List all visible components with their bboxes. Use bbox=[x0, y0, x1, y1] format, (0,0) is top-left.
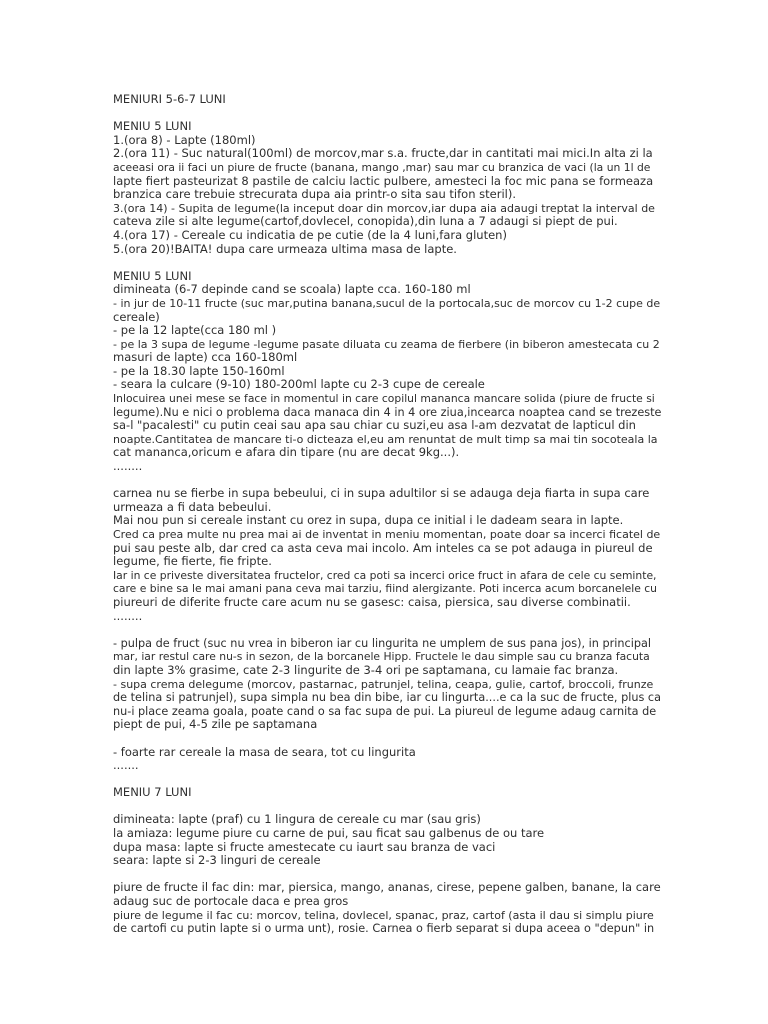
text-line: cateva zile si alte legume(cartof,dovlecel, conopida),din luna a 7 adaugi si piept de pui. bbox=[113, 214, 618, 229]
text-line: MENIU 7 LUNI bbox=[113, 785, 192, 800]
text-line: 4.(ora 17) - Cereale cu indicatia de pe cutie (de la 4 luni,fara gluten) bbox=[113, 227, 507, 242]
text-line: - foarte rar cereale la masa de seara, tot cu lingurita bbox=[113, 744, 416, 759]
text-line: pui sau peste alb, dar cred ca asta ceva mai incolo. Am inteles ca se pot adauga in piureul de bbox=[113, 540, 653, 555]
text-line: care e bine sa le mai amani pana ceva mai tarziu, fiind alergizante. Poti incerca acum borcanelele cu bbox=[113, 582, 657, 596]
text-line: Iar in ce priveste diversitatea fructelor, cred ca poti sa incerci orice fruct in afara de cele cu seminte, bbox=[113, 568, 657, 582]
text-line: ........ bbox=[113, 608, 143, 623]
text-line: lapte fiert pasteurizat 8 pastile de calciu lactic pulbere, amesteci la foc mic pana se formeaza bbox=[113, 173, 654, 188]
text-line: legume).Nu e nici o problema daca manaca din 4 in 4 ore ziua,incearca noaptea cand se trezeste bbox=[113, 405, 662, 419]
text-line: dimineata (6-7 depinde cand se scoala) lapte cca. 160-180 ml bbox=[113, 282, 471, 297]
text-line: cereale) bbox=[113, 309, 160, 324]
text-line: 2.(ora 11) - Suc natural(100ml) de morcov,mar s.a. fructe,dar in cantitati mai mici.In alta zi la bbox=[113, 146, 653, 161]
text-line: aceeasi ora ii faci un piure de fructe (banana, mango ,mar) sau mar cu branzica de vaci (la un 1l de bbox=[113, 160, 651, 174]
text-line: 5.(ora 20)!BAITA! dupa care urmeaza ultima masa de lapte. bbox=[113, 241, 457, 256]
text-line: piept de pui, 4-5 zile pe saptamana bbox=[113, 717, 318, 732]
text-line: 1.(ora 8) - Lapte (180ml) bbox=[113, 132, 256, 147]
text-line: dupa masa: lapte si fructe amestecate cu iaurt sau branza de vaci bbox=[113, 839, 496, 854]
text-line: branzica care trebuie strecurata dupa aia printr-o sita sau tifon steril). bbox=[113, 187, 516, 202]
text-line: seara: lapte si 2-3 linguri de cereale bbox=[113, 853, 321, 868]
text-line: - in jur de 10-11 fructe (suc mar,putina banana,sucul de la portocala,suc de morcov cu 1-2 cupe de bbox=[113, 296, 661, 310]
text-line: MENIU 5 LUNI bbox=[113, 268, 192, 283]
text-line: de cartofi cu putin lapte si o urma unt), rosie. Carnea o fierb separat si dupa aceea o "depun" in bbox=[113, 922, 655, 936]
text-line: piure de fructe il fac din: mar, piersica, mango, ananas, cirese, pepene galben, banane, la care bbox=[113, 880, 661, 895]
text-line: - pe la 18.30 lapte 150-160ml bbox=[113, 363, 285, 378]
text-line: piure de legume il fac cu: morcov, telina, dovlecel, spanac, praz, cartof (asta il dau si simplu piure bbox=[113, 908, 654, 922]
text-line: mar, iar restul care nu-s in sezon, de la borcanele Hipp. Fructele le dau simple sau cu branza facuta bbox=[113, 650, 650, 664]
text-line: Mai nou pun si cereale instant cu orez in supa, dupa ce initial i le dadeam seara in lapte. bbox=[113, 513, 624, 528]
text-line: piureuri de diferite fructe care acum nu se gasesc: caisa, piersica, sau diverse combinatii. bbox=[113, 594, 631, 609]
text-line: la amiaza: legume piure cu carne de pui, sau ficat sau galbenus de ou tare bbox=[113, 826, 545, 841]
text-line: de telina si patrunjel), supa simpla nu bea din bibe, iar cu lingurta....e ca la suc de fructe, plus ca bbox=[113, 691, 661, 705]
text-line: - supa crema delegume (morcov, pastarnac, patrunjel, telina, ceapa, gulie, cartof, broccoli, frunze bbox=[113, 677, 654, 691]
text-line: Cred ca prea multe nu prea mai ai de inventat in meniu momentan, poate doar sa incerci ficatel de bbox=[113, 528, 661, 541]
blank-line bbox=[113, 474, 661, 488]
text-line: din lapte 3% grasime, cate 2-3 lingurite de 3-4 ori pe saptamana, cu lamaie fac branza. bbox=[113, 662, 619, 677]
blank-line bbox=[113, 732, 661, 746]
text-line: Inlocuirea unei mese se face in momentul in care copilul mananca mancare solida (piure de fructe si bbox=[113, 392, 655, 406]
text-line: adaug suc de portocale daca e prea gros bbox=[113, 894, 349, 909]
text-line: MENIU 5 LUNI bbox=[113, 119, 192, 134]
document-body bbox=[113, 93, 661, 936]
text-line: - pe la 12 lapte(cca 180 ml ) bbox=[113, 323, 277, 338]
text-line: legume, fie fierte, fie fripte. bbox=[113, 554, 272, 569]
text-line: dimineata: lapte (praf) cu 1 lingura de cereale cu mar (sau gris) bbox=[113, 812, 481, 827]
text-line: - pe la 3 supa de legume -legume pasate diluata cu zeama de fierbere (in biberon amestecata cu 2 bbox=[113, 337, 660, 351]
blank-line bbox=[113, 773, 661, 787]
text-line: sa-l "pacalesti" cu putin ceai sau apa sau chiar cu suzi,eu asa l-am dezvatat de lapticul din bbox=[113, 418, 636, 433]
text-line: MENIURI 5-6-7 LUNI bbox=[113, 92, 226, 106]
text-line: urmeaza a fi data bebeului. bbox=[113, 499, 272, 514]
text-line: ........ bbox=[113, 459, 143, 474]
blank-line bbox=[113, 868, 661, 882]
text-line: cat mananca,oricum e afara din tipare (nu are decat 9kg...). bbox=[113, 445, 460, 460]
blank-line bbox=[113, 623, 661, 637]
text-line: 3.(ora 14) - Supita de legume(la inceput doar din morcov,iar dupa aia adaugi treptat la interval de bbox=[113, 201, 655, 215]
text-line: - pulpa de fruct (suc nu vrea in biberon iar cu lingurita ne umplem de sus pana jos), in principal bbox=[113, 636, 651, 650]
text-line: carnea nu se fierbe in supa bebeului, ci in supa adultilor si se adauga deja fiarta in supa care bbox=[113, 486, 650, 501]
blank-line bbox=[113, 256, 661, 270]
text-line: masuri de lapte) cca 160-180ml bbox=[113, 350, 298, 365]
text-line: nu-i place zeama goala, poate cand o sa fac supa de pui. La piureul de legume adaug carnita de bbox=[113, 704, 657, 718]
text-line: noapte.Cantitatea de mancare ti-o dicteaza el,eu am renuntat de mult timp sa mai tin socoteala la bbox=[113, 432, 658, 446]
blank-line bbox=[113, 800, 661, 814]
text-line: - seara la culcare (9-10) 180-200ml lapte cu 2-3 cupe de cereale bbox=[113, 377, 485, 392]
blank-line bbox=[113, 107, 661, 121]
text-line: ....... bbox=[113, 758, 139, 773]
